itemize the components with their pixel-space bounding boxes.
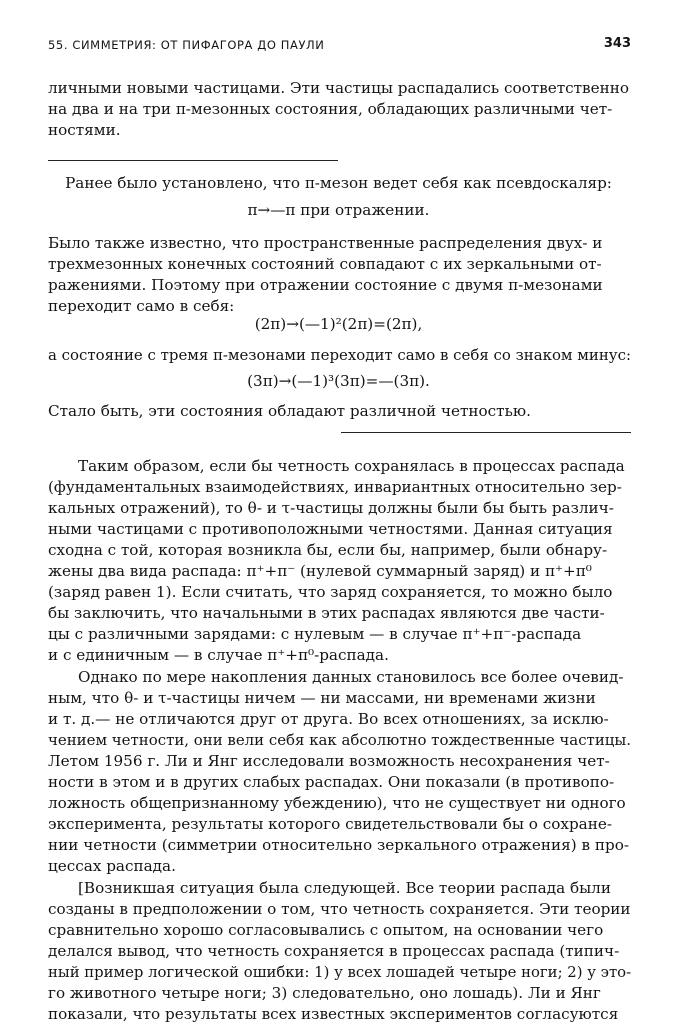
text-line: сходна с той, которая возникла бы, если бы, например, были обнару- bbox=[48, 541, 608, 559]
text-line: на два и на три π-мезонных состояния, обладающих различными чет- bbox=[48, 100, 613, 118]
text-line: Было также известно, что пространственные распределения двух- и bbox=[48, 234, 603, 252]
text-line: делался вывод, что четность сохраняется в процессах распада (типич- bbox=[48, 942, 620, 960]
text-line: жены два вида распада: π⁺+π⁻ (нулевой суммарный заряд) и π⁺+π⁰ bbox=[48, 562, 592, 580]
text-line: ными частицами с противоположными четностями. Данная ситуация bbox=[48, 520, 613, 538]
text-line: (заряд равен 1). Если считать, что заряд сохраняется, то можно было bbox=[48, 583, 613, 601]
text-line: Таким образом, если бы четность сохранялась в процессах распада bbox=[78, 457, 625, 475]
text-line: цы с различными зарядами: с нулевым — в случае π⁺+π⁻-распада bbox=[48, 625, 582, 643]
text-line: ностями. bbox=[48, 121, 121, 139]
text-line: ложность общепризнанному убеждению), что не существует ни одного bbox=[48, 794, 626, 812]
text-line: ным, что θ- и τ-частицы ничем — ни массами, ни временами жизни bbox=[48, 689, 596, 707]
text-line: созданы в предположении о том, что четность сохраняется. Эти теории bbox=[48, 900, 631, 918]
box-intro-line: Ранее было установлено, что π-мезон ведет себя как псевдоскаляр: bbox=[65, 174, 612, 192]
box-top-rule bbox=[48, 160, 338, 161]
page-number: 343 bbox=[603, 36, 631, 51]
formula-two-pion: (2π)→(—1)²(2π)=(2π), bbox=[254, 315, 423, 333]
text-line: трехмезонных конечных состояний совпадают с их зеркальными от- bbox=[48, 255, 602, 273]
box-bottom-rule bbox=[341, 432, 631, 433]
text-line: и т. д.— не отличаются друг от друга. Во всех отношениях, за исклю- bbox=[48, 710, 609, 728]
text-line: [Возникшая ситуация была следующей. Все теории распада были bbox=[78, 879, 611, 897]
formula-three-pion: (3π)→(—1)³(3π)=—(3π). bbox=[247, 372, 430, 390]
text-line: Летом 1956 г. Ли и Янг исследовали возможность несохранения чет- bbox=[48, 752, 610, 770]
text-line: цессах распада. bbox=[48, 857, 176, 875]
text-line: и с единичным — в случае π⁺+π⁰-распада. bbox=[48, 646, 389, 664]
text-line: а состояние с тремя π-мезонами переходит само в себя со знаком минус: bbox=[48, 346, 631, 364]
text-line: нии четности (симметрии относительно зеркального отражения) в про- bbox=[48, 836, 629, 854]
text-line: бы заключить, что начальными в этих распадах являются две части- bbox=[48, 604, 605, 622]
text-line: переходит само в себя: bbox=[48, 297, 235, 315]
text-line: личными новыми частицами. Эти частицы распадались соответственно bbox=[48, 79, 629, 97]
text-line: кальных отражений), то θ- и τ-частицы должны были бы быть различ- bbox=[48, 499, 614, 517]
text-line: эксперимента, результаты которого свидетельствовали бы о сохране- bbox=[48, 815, 612, 833]
text-line: сравнительно хорошо согласовывались с опытом, на основании чего bbox=[48, 921, 604, 939]
text-line: Однако по мере накопления данных становилось все более очевид- bbox=[78, 668, 624, 686]
text-line: го животного четыре ноги; 3) следовательно, оно лошадь). Ли и Янг bbox=[48, 984, 601, 1002]
text-line: Стало быть, эти состояния обладают различной четностью. bbox=[48, 402, 531, 420]
text-line: показали, что результаты всех известных экспериментов согласуются bbox=[48, 1005, 619, 1023]
running-title: 55. СИММЕТРИЯ: ОТ ПИФАГОРА ДО ПАУЛИ bbox=[48, 38, 325, 52]
text-line: чением четности, они вели себя как абсолютно тождественные частицы. bbox=[48, 731, 632, 749]
text-line: ражениями. Поэтому при отражении состояние с двумя π-мезонами bbox=[48, 276, 603, 294]
text-line: (фундаментальных взаимодействиях, инвариантных относительно зер- bbox=[48, 478, 622, 496]
page-header bbox=[48, 38, 631, 58]
text-line: ный пример логической ошибки: 1) у всех лошадей четыре ноги; 2) у это- bbox=[48, 963, 632, 981]
text-line: ности в этом и в других слабых распадах. Они показали (в противопо- bbox=[48, 773, 615, 791]
formula-pion-parity: π→—π при отражении. bbox=[247, 201, 430, 219]
